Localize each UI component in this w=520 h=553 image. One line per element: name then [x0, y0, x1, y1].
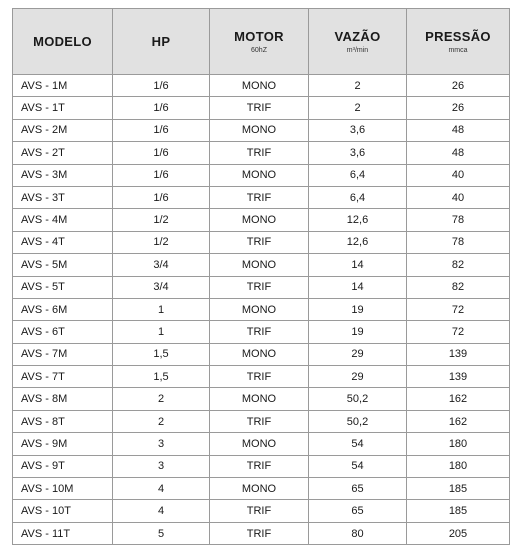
- header-title: MOTOR: [234, 29, 284, 44]
- table-row: [12, 411, 510, 433]
- header-title: MODELO: [33, 34, 92, 49]
- cell-modelo: AVS - 2T: [13, 142, 113, 163]
- cell-hp: 1/6: [113, 97, 210, 118]
- table-row: [12, 523, 510, 545]
- table-row: [12, 388, 510, 410]
- cell-hp: 5: [113, 523, 210, 544]
- table-row: [12, 232, 510, 254]
- cell-pressao: 48: [451, 124, 465, 137]
- cell-pressao: 139: [448, 370, 468, 383]
- cell-vazao: 50,2: [309, 388, 407, 409]
- table-row: [12, 142, 510, 164]
- cell-pressao: 72: [451, 325, 465, 338]
- cell-pressao: 82: [451, 281, 465, 294]
- cell-motor: TRIF: [210, 97, 309, 118]
- cell-vazao: 6,4: [309, 187, 407, 208]
- cell-modelo: AVS - 6T: [13, 321, 113, 342]
- cell-modelo: AVS - 3T: [13, 187, 113, 208]
- cell-modelo: AVS - 9T: [13, 456, 113, 477]
- header-pressao: [407, 9, 509, 74]
- table-row: [12, 209, 510, 231]
- cell-vazao: 14: [309, 277, 407, 298]
- cell-motor: TRIF: [210, 142, 309, 163]
- cell-motor: TRIF: [210, 500, 309, 521]
- cell-modelo: AVS - 5T: [13, 277, 113, 298]
- cell-vazao: 2: [309, 75, 407, 96]
- cell-modelo: AVS - 9M: [13, 433, 113, 454]
- cell-motor: TRIF: [210, 277, 309, 298]
- cell-pressao: 78: [451, 236, 465, 249]
- table-row: [12, 478, 510, 500]
- cell-vazao: 29: [309, 344, 407, 365]
- table-row: [12, 187, 510, 209]
- cell-pressao: 162: [448, 393, 468, 406]
- table-row: [12, 433, 510, 455]
- table-row: [12, 97, 510, 119]
- cell-hp: 3/4: [113, 254, 210, 275]
- cell-pressao: 72: [451, 303, 465, 316]
- header-subtitle: mmca: [448, 47, 468, 54]
- cell-hp: 4: [113, 478, 210, 499]
- header-hp: [113, 9, 210, 74]
- table-header-row: [12, 8, 510, 75]
- cell-motor: MONO: [210, 433, 309, 454]
- table-row: [12, 500, 510, 522]
- specs-table: [12, 8, 510, 545]
- cell-vazao: 54: [309, 456, 407, 477]
- cell-hp: 1/2: [113, 209, 210, 230]
- cell-motor: MONO: [210, 388, 309, 409]
- cell-modelo: AVS - 1M: [13, 75, 113, 96]
- header-motor: [210, 9, 309, 74]
- cell-modelo: AVS - 7M: [13, 344, 113, 365]
- cell-pressao: 82: [451, 258, 465, 271]
- table-body: [12, 75, 510, 545]
- header-subtitle: m³/min: [346, 47, 369, 54]
- cell-hp: 3: [113, 456, 210, 477]
- cell-modelo: AVS - 8T: [13, 411, 113, 432]
- cell-pressao: 180: [448, 460, 468, 473]
- cell-modelo: AVS - 6M: [13, 299, 113, 320]
- cell-vazao: 14: [309, 254, 407, 275]
- cell-vazao: 65: [309, 478, 407, 499]
- cell-vazao: 19: [309, 321, 407, 342]
- cell-modelo: AVS - 4T: [13, 232, 113, 253]
- cell-hp: 1/6: [113, 120, 210, 141]
- cell-motor: MONO: [210, 299, 309, 320]
- cell-pressao: 205: [448, 527, 468, 540]
- cell-vazao: 12,6: [309, 232, 407, 253]
- cell-hp: 1: [113, 321, 210, 342]
- cell-motor: TRIF: [210, 232, 309, 253]
- cell-motor: TRIF: [210, 321, 309, 342]
- cell-vazao: 12,6: [309, 209, 407, 230]
- table-row: [12, 344, 510, 366]
- header-title: VAZÃO: [334, 29, 381, 44]
- cell-modelo: AVS - 10T: [13, 500, 113, 521]
- cell-modelo: AVS - 4M: [13, 209, 113, 230]
- cell-motor: MONO: [210, 165, 309, 186]
- table-row: [12, 299, 510, 321]
- cell-hp: 1/6: [113, 75, 210, 96]
- cell-vazao: 2: [309, 97, 407, 118]
- cell-pressao: 162: [448, 415, 468, 428]
- cell-hp: 3: [113, 433, 210, 454]
- cell-vazao: 65: [309, 500, 407, 521]
- cell-modelo: AVS - 1T: [13, 97, 113, 118]
- cell-hp: 3/4: [113, 277, 210, 298]
- cell-hp: 1/2: [113, 232, 210, 253]
- header-subtitle: 60hZ: [251, 47, 267, 54]
- cell-modelo: AVS - 10M: [13, 478, 113, 499]
- cell-pressao: 185: [448, 482, 468, 495]
- cell-vazao: 54: [309, 433, 407, 454]
- cell-pressao: 185: [448, 505, 468, 518]
- cell-motor: MONO: [210, 120, 309, 141]
- cell-vazao: 19: [309, 299, 407, 320]
- cell-vazao: 3,6: [309, 120, 407, 141]
- header-title: HP: [151, 34, 171, 49]
- header-modelo: [13, 9, 113, 74]
- cell-vazao: 6,4: [309, 165, 407, 186]
- cell-vazao: 29: [309, 366, 407, 387]
- cell-modelo: AVS - 2M: [13, 120, 113, 141]
- cell-motor: TRIF: [210, 187, 309, 208]
- table-row: [12, 456, 510, 478]
- cell-modelo: AVS - 3M: [13, 165, 113, 186]
- cell-motor: MONO: [210, 344, 309, 365]
- header-title: PRESSÃO: [425, 29, 491, 44]
- cell-motor: TRIF: [210, 366, 309, 387]
- cell-motor: TRIF: [210, 411, 309, 432]
- cell-pressao: 40: [451, 169, 465, 182]
- table-row: [12, 75, 510, 97]
- cell-hp: 1/6: [113, 142, 210, 163]
- cell-modelo: AVS - 11T: [13, 523, 113, 544]
- cell-hp: 2: [113, 411, 210, 432]
- cell-hp: 2: [113, 388, 210, 409]
- cell-hp: 1,5: [113, 344, 210, 365]
- cell-pressao: 48: [451, 146, 465, 159]
- header-vazao: [309, 9, 407, 74]
- cell-motor: TRIF: [210, 456, 309, 477]
- cell-pressao: 139: [448, 348, 468, 361]
- cell-modelo: AVS - 7T: [13, 366, 113, 387]
- cell-motor: MONO: [210, 254, 309, 275]
- table-row: [12, 366, 510, 388]
- table-row: [12, 321, 510, 343]
- cell-modelo: AVS - 8M: [13, 388, 113, 409]
- table-row: [12, 254, 510, 276]
- cell-hp: 1,5: [113, 366, 210, 387]
- cell-vazao: 3,6: [309, 142, 407, 163]
- cell-vazao: 80: [309, 523, 407, 544]
- cell-motor: MONO: [210, 75, 309, 96]
- table-row: [12, 120, 510, 142]
- cell-pressao: 78: [451, 214, 465, 227]
- cell-hp: 4: [113, 500, 210, 521]
- cell-motor: MONO: [210, 478, 309, 499]
- cell-motor: TRIF: [210, 523, 309, 544]
- cell-hp: 1: [113, 299, 210, 320]
- cell-pressao: 40: [451, 191, 465, 204]
- cell-pressao: 26: [451, 79, 465, 92]
- table-row: [12, 277, 510, 299]
- cell-motor: MONO: [210, 209, 309, 230]
- cell-pressao: 180: [448, 437, 468, 450]
- cell-modelo: AVS - 5M: [13, 254, 113, 275]
- cell-vazao: 50,2: [309, 411, 407, 432]
- table-row: [12, 165, 510, 187]
- cell-hp: 1/6: [113, 165, 210, 186]
- cell-hp: 1/6: [113, 187, 210, 208]
- cell-pressao: 26: [451, 102, 465, 115]
